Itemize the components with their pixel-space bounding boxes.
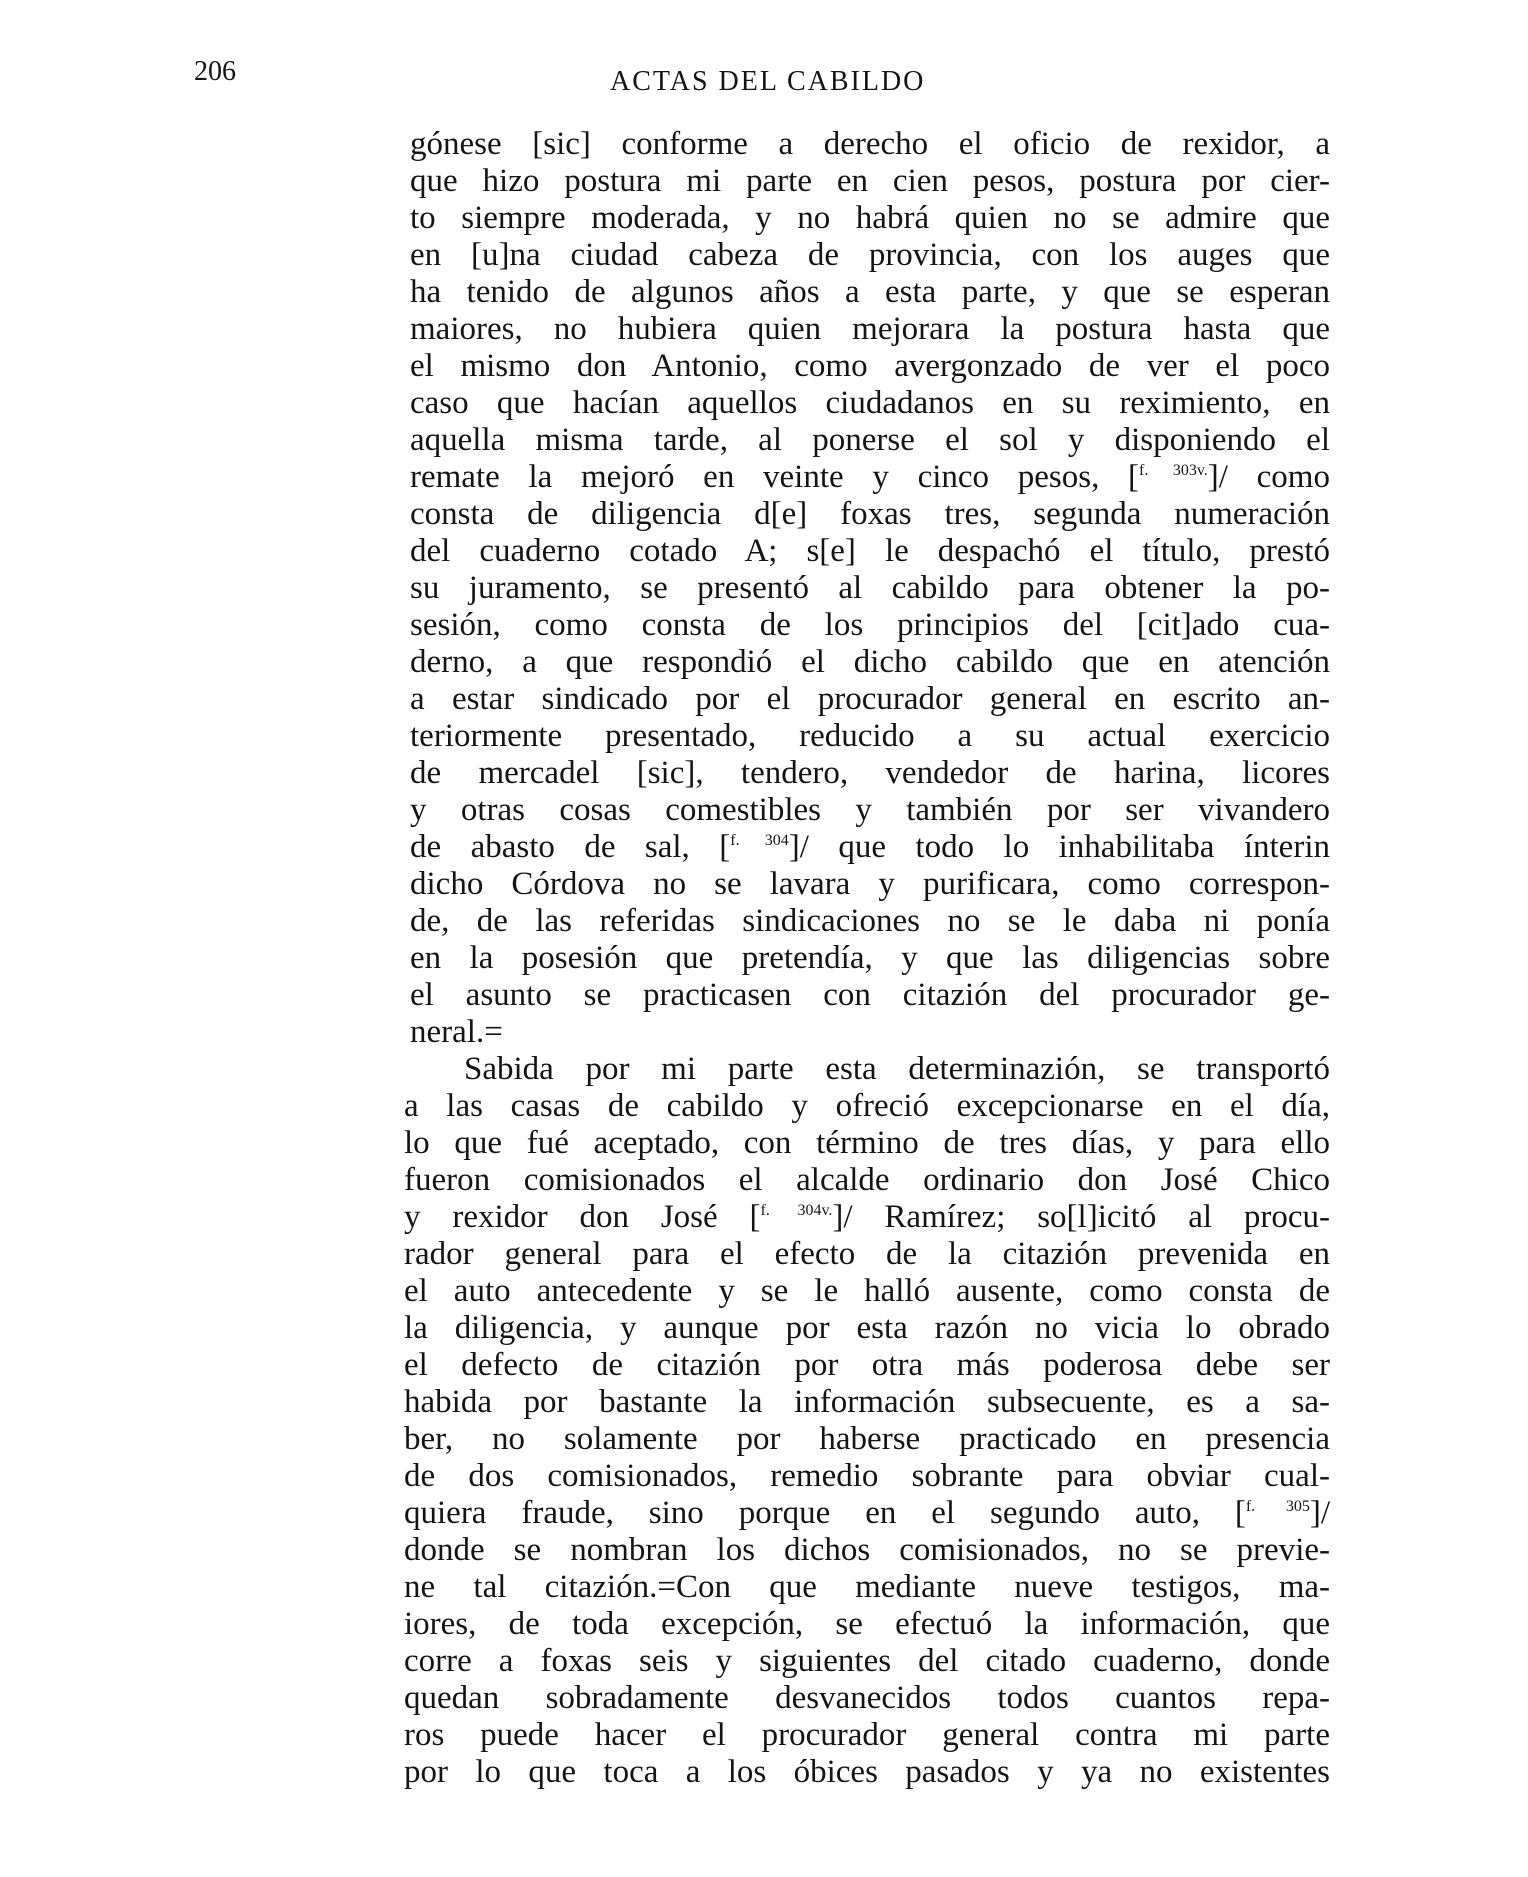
- text-segment: ]/ como: [1207, 459, 1330, 495]
- text-line: el auto antecedente y se le halló ausente, como consta de: [404, 1273, 1330, 1309]
- text-line: el mismo don Antonio, como avergonzado de ver el poco: [410, 348, 1330, 384]
- text-line: derno, a que respondió el dicho cabildo que en atención: [410, 644, 1330, 680]
- body-text: [404, 126, 1330, 1791]
- text-segment: ]/ que todo lo inhabilitaba ínterin: [788, 829, 1330, 865]
- running-title: ACTAS DEL CABILDO: [610, 66, 926, 97]
- text-line: Sabida por mi parte esta determinazión, se transportó: [464, 1051, 1330, 1087]
- text-line: que hizo postura mi parte en cien pesos, postura por cier-: [410, 163, 1330, 199]
- text-line: consta de diligencia d[e] foxas tres, segunda numeración: [410, 496, 1330, 532]
- text-line: gónese [sic] conforme a derecho el oficio de rexidor, a: [410, 126, 1330, 162]
- folio-marker: f. 304v.: [760, 1202, 833, 1219]
- text-line: la diligencia, y aunque por esta razón no vicia lo obrado: [404, 1310, 1330, 1346]
- text-line: en la posesión que pretendía, y que las diligencias sobre: [410, 940, 1330, 976]
- text-segment: remate la mejoró en veinte y cinco pesos, [: [410, 459, 1140, 495]
- text-line: a las casas de cabildo y ofreció excepcionarse en el día,: [404, 1088, 1330, 1124]
- text-segment: ]/ Ramírez; so[l]icitó al procu-: [832, 1199, 1330, 1235]
- text-line: to siempre moderada, y no habrá quien no se admire que: [410, 200, 1330, 236]
- text-line: [404, 1199, 1330, 1236]
- text-line: quedan sobradamente desvanecidos todos cuantos repa-: [404, 1680, 1330, 1716]
- text-line: donde se nombran los dichos comisionados, no se previe-: [404, 1532, 1330, 1568]
- text-line: lo que fué aceptado, con término de tres días, y para ello: [404, 1125, 1330, 1161]
- text-line: fueron comisionados el alcalde ordinario don José Chico: [404, 1162, 1330, 1198]
- text-line: neral.=: [410, 1014, 503, 1050]
- text-line: el asunto se practicasen con citazión del procurador ge-: [410, 977, 1330, 1013]
- text-line: ha tenido de algunos años a esta parte, y que se esperan: [410, 274, 1330, 310]
- text-line: en [u]na ciudad cabeza de provincia, con los auges que: [410, 237, 1330, 273]
- text-line: y otras cosas comestibles y también por ser vivandero: [410, 792, 1330, 828]
- text-segment: y rexidor don José [: [404, 1199, 761, 1235]
- text-line: su juramento, se presentó al cabildo para obtener la po-: [410, 570, 1330, 606]
- text-segment: quiera fraude, sino porque en el segundo auto, [: [404, 1495, 1246, 1531]
- text-line: ber, no solamente por haberse practicado en presencia: [404, 1421, 1330, 1457]
- text-segment: ]/: [1309, 1495, 1330, 1531]
- page-number: 206: [194, 56, 236, 87]
- text-line: el defecto de citazión por otra más poderosa debe ser: [404, 1347, 1330, 1383]
- folio-marker: f. 305: [1245, 1498, 1310, 1515]
- text-line: por lo que toca a los óbices pasados y ya no existentes: [404, 1754, 1330, 1790]
- text-line: dicho Córdova no se lavara y purificara, como correspon-: [410, 866, 1330, 902]
- text-line: teriormente presentado, reducido a su actual exercicio: [410, 718, 1330, 754]
- text-line: iores, de toda excepción, se efectuó la información, que: [404, 1606, 1330, 1642]
- text-line: rador general para el efecto de la citazión prevenida en: [404, 1236, 1330, 1272]
- text-line: [410, 459, 1330, 496]
- text-line: del cuaderno cotado A; s[e] le despachó el título, prestó: [410, 533, 1330, 569]
- text-line: ne tal citazión.=Con que mediante nueve testigos, ma-: [404, 1569, 1330, 1605]
- text-line: de mercadel [sic], tendero, vendedor de harina, licores: [410, 755, 1330, 791]
- folio-marker: f. 304: [730, 832, 789, 849]
- text-line: corre a foxas seis y siguientes del citado cuaderno, donde: [404, 1643, 1330, 1679]
- text-line: de, de las referidas sindicaciones no se le daba ni ponía: [410, 903, 1330, 939]
- text-line: sesión, como consta de los principios del [cit]ado cua-: [410, 607, 1330, 643]
- text-line: a estar sindicado por el procurador general en escrito an-: [410, 681, 1330, 717]
- text-line: [410, 829, 1330, 866]
- text-segment: de abasto de sal, [: [410, 829, 731, 865]
- text-line: de dos comisionados, remedio sobrante para obviar cual-: [404, 1458, 1330, 1494]
- text-line: [404, 1495, 1330, 1532]
- text-line: caso que hacían aquellos ciudadanos en su reximiento, en: [410, 385, 1330, 421]
- folio-marker: f. 303v.: [1139, 462, 1208, 479]
- text-line: ros puede hacer el procurador general contra mi parte: [404, 1717, 1330, 1753]
- text-line: aquella misma tarde, al ponerse el sol y disponiendo el: [410, 422, 1330, 458]
- text-line: maiores, no hubiera quien mejorara la postura hasta que: [410, 311, 1330, 347]
- text-line: habida por bastante la información subsecuente, es a sa-: [404, 1384, 1330, 1420]
